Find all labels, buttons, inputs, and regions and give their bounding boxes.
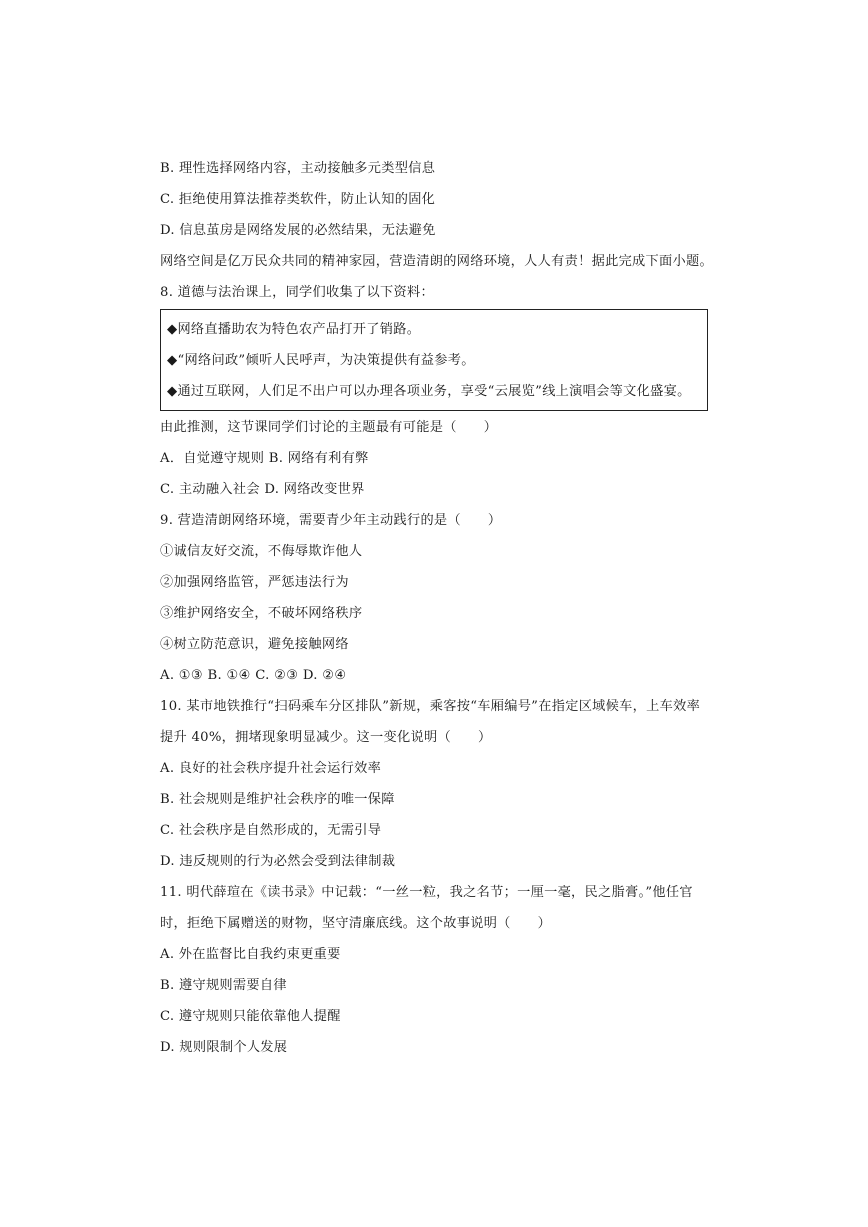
option-d-q7: D. 信息茧房是网络发展的必然结果，无法避免 (160, 223, 436, 238)
material-item: ◆通过互联网，人们足不出户可以办理各项业务，享受“云展览”线上演唱会等文化盛宴。 (167, 384, 691, 399)
materials-box (160, 309, 708, 411)
question-11-stem: 11. 明代薛瑄在《读书录》中记载：“一丝一粒，我之名节；一厘一毫，民之脂膏。”他任官 (160, 885, 693, 900)
option-d-q11: D. 规则限制个人发展 (160, 1040, 288, 1055)
question-11-stem-cont: 时，拒绝下属赠送的财物，坚守清廉底线。这个故事说明（ ） (160, 916, 552, 931)
material-item: ◆网络直播助农为特色农产品打开了销路。 (167, 322, 421, 337)
option-d-q10: D. 违反规则的行为必然会受到法律制裁 (160, 854, 396, 869)
question-9-stem: 9. 营造清朗网络环境，需要青少年主动践行的是（ ） (160, 513, 502, 528)
question-10-stem-cont: 提升 40%，拥堵现象明显减少。这一变化说明（ ） (160, 730, 492, 745)
question-8-options-ab: A．自觉遵守规则 B. 网络有利有弊 (160, 451, 369, 466)
question-8-stem: 8. 道德与法治课上，同学们收集了以下资料： (160, 285, 434, 300)
question-9-options: A. ①③ B. ①④ C. ②③ D. ②④ (160, 668, 347, 683)
option-c-q10: C. 社会秩序是自然形成的，无需引导 (160, 823, 382, 838)
statement-1: ①诚信友好交流，不侮辱欺诈他人 (160, 544, 363, 559)
option-a-q11: A. 外在监督比自我约束更重要 (160, 947, 341, 962)
statement-2: ②加强网络监管，严惩违法行为 (160, 575, 349, 590)
question-8-options-cd: C. 主动融入社会 D. 网络改变世界 (160, 482, 365, 497)
material-item: ◆“网络问政”倾听人民呼声，为决策提供有益参考。 (167, 353, 475, 368)
option-b-q11: B. 遵守规则需要自律 (160, 978, 287, 993)
option-c-q7: C. 拒绝使用算法推荐类软件，防止认知的固化 (160, 192, 436, 207)
option-b-q7: B. 理性选择网络内容，主动接触多元类型信息 (160, 161, 436, 176)
option-c-q11: C. 遵守规则只能依靠他人提醒 (160, 1009, 341, 1024)
question-8-ask: 由此推测，这节课同学们讨论的主题最有可能是（ ） (160, 420, 498, 435)
option-a-q10: A. 良好的社会秩序提升社会运行效率 (160, 761, 382, 776)
statement-4: ④树立防范意识，避免接触网络 (160, 637, 349, 652)
statement-3: ③维护网络安全，不破坏网络秩序 (160, 606, 363, 621)
option-b-q10: B. 社会规则是维护社会秩序的唯一保障 (160, 792, 395, 807)
section-intro: 网络空间是亿万民众共同的精神家园，营造清朗的网络环境，人人有责！据此完成下面小题。 (160, 254, 713, 269)
question-10-stem: 10. 某市地铁推行“扫码乘车分区排队”新规，乘客按“车厢编号”在指定区域候车，上车效率 (160, 699, 701, 714)
